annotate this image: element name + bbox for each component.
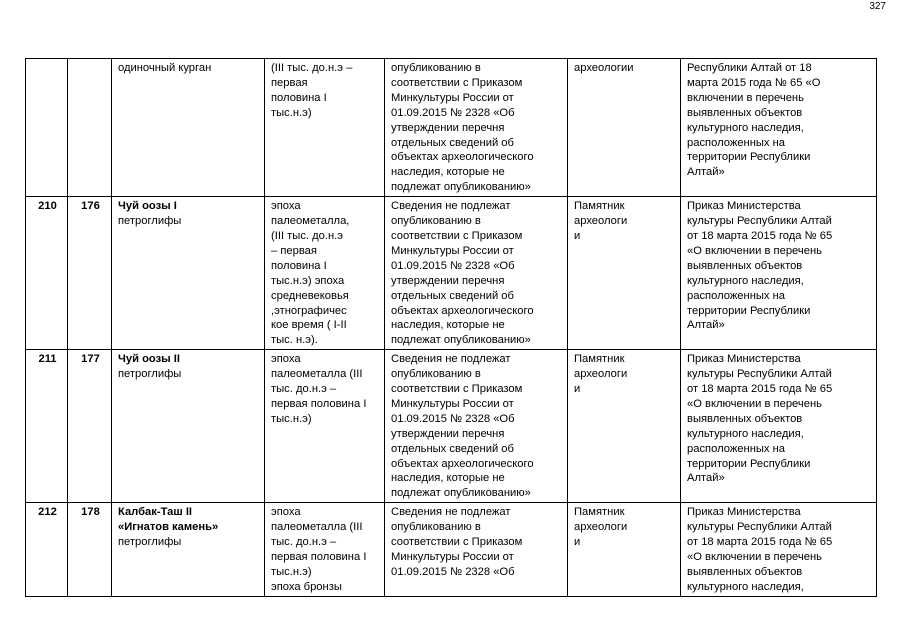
dating-cell xyxy=(265,350,385,503)
location-info-line: Минкультуры России от xyxy=(391,244,514,257)
object-name-cell xyxy=(112,503,265,596)
legal-document-cell xyxy=(681,503,877,596)
table-row xyxy=(26,59,877,197)
object-type-cell xyxy=(568,59,681,197)
legal-document-line: марта 2015 года № 65 «О xyxy=(687,76,821,89)
object-type-cell xyxy=(568,503,681,596)
object-name-line: петроглифы xyxy=(118,215,182,228)
location-info-line: наследия, которые не xyxy=(391,472,505,485)
object-type-line: археологи xyxy=(574,215,628,228)
registry-body xyxy=(26,59,877,597)
location-info-line: Минкультуры России от xyxy=(391,91,514,104)
dating-line: палеометалла (III xyxy=(271,368,363,381)
legal-document-line: от 18 марта 2015 года № 65 xyxy=(687,383,833,396)
heritage-registry-table xyxy=(25,58,877,597)
dating-line: половина I xyxy=(271,259,327,272)
location-info-line: отдельных сведений об xyxy=(391,442,514,455)
location-info-line: объектах археологического xyxy=(391,457,534,470)
dating-line: тыс.н.э) xyxy=(271,412,312,425)
legal-document-line: Алтай» xyxy=(687,319,725,332)
legal-document-line: культурного наследия, xyxy=(687,121,804,134)
object-name-line: Чуй оозы II xyxy=(118,353,181,366)
location-info-line: Минкультуры России от xyxy=(391,551,514,563)
location-info-line: 01.09.2015 № 2328 «Об xyxy=(391,259,515,272)
location-info-line: 01.09.2015 № 2328 «Об xyxy=(391,565,515,578)
registry-number-cell xyxy=(26,59,68,197)
registry-number-cell: 212 xyxy=(26,503,68,596)
legal-document-line: «О включении в перечень xyxy=(687,397,822,410)
object-name-cell xyxy=(112,350,265,503)
legal-document-line: включении в перечень xyxy=(687,91,804,104)
legal-document-line: Алтай» xyxy=(687,472,725,485)
object-name-line: «Игнатов камень» xyxy=(118,521,219,534)
legal-document-line: выявленных объектов xyxy=(687,412,803,425)
dating-line: (III тыс. до.н.э – xyxy=(271,62,353,74)
dating-cell xyxy=(265,503,385,596)
dating-line: тыс. до.н.э – xyxy=(271,383,337,396)
location-info-line: Сведения не подлежат xyxy=(391,506,511,519)
location-info-cell xyxy=(385,197,568,350)
location-info-line: утверждении перечня xyxy=(391,427,505,440)
legal-document-cell xyxy=(681,197,877,350)
dating-line: тыс. до.н.э – xyxy=(271,536,337,549)
location-info-line: Сведения не подлежат xyxy=(391,353,511,366)
legal-document-line: территории Республики xyxy=(687,304,811,317)
object-type-line: и xyxy=(574,383,581,396)
dating-cell xyxy=(265,59,385,197)
dating-line: палеометалла (III xyxy=(271,521,363,534)
dating-line: эпоха xyxy=(271,506,301,519)
legal-document-line: Приказ Министерства xyxy=(687,353,801,366)
location-info-line: наследия, которые не xyxy=(391,166,505,179)
location-info-cell xyxy=(385,59,568,197)
list-number-cell: 177 xyxy=(68,350,112,503)
location-info-line: наследия, которые не xyxy=(391,319,505,332)
location-info-line: отдельных сведений об xyxy=(391,136,514,149)
object-type-line: археологии xyxy=(574,62,634,74)
dating-line: первая половина I xyxy=(271,397,367,410)
object-type-line: и xyxy=(574,229,581,242)
location-info-line: опубликованию в xyxy=(391,521,481,534)
location-info-line: соответствии с Приказом xyxy=(391,536,523,549)
legal-document-line: от 18 марта 2015 года № 65 xyxy=(687,229,833,242)
dating-line: ,этнографичес xyxy=(271,304,347,317)
object-name-cell xyxy=(112,59,265,197)
location-info-line: опубликованию в xyxy=(391,62,481,74)
object-name-line: Калбак-Таш II xyxy=(118,506,193,519)
dating-line: тыс.н.э) xyxy=(271,565,312,578)
location-info-line: утверждении перечня xyxy=(391,121,505,134)
dating-line: – первая xyxy=(271,244,317,257)
table-row xyxy=(26,503,877,596)
list-number-cell: 176 xyxy=(68,197,112,350)
object-type-line: археологи xyxy=(574,368,628,381)
object-type-cell xyxy=(568,350,681,503)
legal-document-line: Приказ Министерства xyxy=(687,506,801,519)
legal-document-line: расположенных на xyxy=(687,289,786,302)
object-name-line: петроглифы xyxy=(118,368,182,381)
location-info-line: отдельных сведений об xyxy=(391,289,514,302)
location-info-line: 01.09.2015 № 2328 «Об xyxy=(391,106,515,119)
dating-line: (III тыс. до.н.э xyxy=(271,229,343,242)
location-info-line: соответствии с Приказом xyxy=(391,76,523,89)
location-info-line: соответствии с Приказом xyxy=(391,383,523,396)
legal-document-line: выявленных объектов xyxy=(687,106,803,119)
dating-line: эпоха xyxy=(271,353,301,366)
location-info-line: подлежат опубликованию» xyxy=(391,487,531,500)
legal-document-line: выявленных объектов xyxy=(687,565,803,578)
list-number-cell: 178 xyxy=(68,503,112,596)
object-type-line: археологи xyxy=(574,521,628,534)
legal-document-line: расположенных на xyxy=(687,442,786,455)
page-number: 327 xyxy=(869,1,886,12)
location-info-line: Минкультуры России от xyxy=(391,397,514,410)
legal-document-line: культурного наследия, xyxy=(687,427,804,440)
object-name-line: петроглифы xyxy=(118,536,182,549)
dating-line: половина I xyxy=(271,91,327,104)
dating-line: палеометалла, xyxy=(271,215,350,228)
location-info-line: объектах археологического xyxy=(391,151,534,164)
legal-document-line: «О включении в перечень xyxy=(687,244,822,257)
location-info-cell xyxy=(385,350,568,503)
location-info-line: утверждении перечня xyxy=(391,274,505,287)
location-info-line: подлежат опубликованию» xyxy=(391,181,531,194)
dating-line: средневековья xyxy=(271,289,349,302)
legal-document-line: культуры Республики Алтай xyxy=(687,215,832,228)
object-type-line: Памятник xyxy=(574,506,625,519)
location-info-line: 01.09.2015 № 2328 «Об xyxy=(391,412,515,425)
location-info-line: соответствии с Приказом xyxy=(391,229,523,242)
location-info-line: опубликованию в xyxy=(391,215,481,228)
legal-document-line: выявленных объектов xyxy=(687,259,803,272)
dating-line: кое время ( I-II xyxy=(271,319,347,332)
object-type-cell xyxy=(568,197,681,350)
legal-document-line: культуры Республики Алтай xyxy=(687,521,832,534)
legal-document-line: Алтай» xyxy=(687,166,725,179)
dating-line: тыс.н.э) эпоха xyxy=(271,274,345,287)
table-row xyxy=(26,350,877,503)
legal-document-cell xyxy=(681,350,877,503)
dating-line: первая половина I xyxy=(271,551,367,563)
location-info-line: подлежат опубликованию» xyxy=(391,334,531,347)
dating-line: первая xyxy=(271,76,308,89)
dating-line: эпоха xyxy=(271,200,301,213)
legal-document-line: расположенных на xyxy=(687,136,786,149)
location-info-cell xyxy=(385,503,568,596)
dating-cell xyxy=(265,197,385,350)
object-name-line: одиночный курган xyxy=(118,62,212,74)
dating-line: тыс. н.э). xyxy=(271,334,318,347)
legal-document-line: территории Республики xyxy=(687,457,811,470)
location-info-line: объектах археологического xyxy=(391,304,534,317)
object-name-cell xyxy=(112,197,265,350)
legal-document-line: культурного наследия, xyxy=(687,580,804,593)
legal-document-line: «О включении в перечень xyxy=(687,551,822,563)
legal-document-line: Приказ Министерства xyxy=(687,200,801,213)
registry-number-cell: 211 xyxy=(26,350,68,503)
dating-line: тыс.н.э) xyxy=(271,106,312,119)
legal-document-line: от 18 марта 2015 года № 65 xyxy=(687,536,833,549)
list-number-cell xyxy=(68,59,112,197)
legal-document-line: культуры Республики Алтай xyxy=(687,368,832,381)
location-info-line: опубликованию в xyxy=(391,368,481,381)
location-info-line: Сведения не подлежат xyxy=(391,200,511,213)
legal-document-cell xyxy=(681,59,877,197)
object-type-line: Памятник xyxy=(574,200,625,213)
object-type-line: и xyxy=(574,536,581,549)
table-row xyxy=(26,197,877,350)
object-type-line: Памятник xyxy=(574,353,625,366)
legal-document-line: культурного наследия, xyxy=(687,274,804,287)
registry-number-cell: 210 xyxy=(26,197,68,350)
legal-document-line: территории Республики xyxy=(687,151,811,164)
dating-line: эпоха бронзы xyxy=(271,580,342,593)
object-name-line: Чуй оозы I xyxy=(118,200,177,213)
legal-document-line: Республики Алтай от 18 xyxy=(687,62,812,74)
